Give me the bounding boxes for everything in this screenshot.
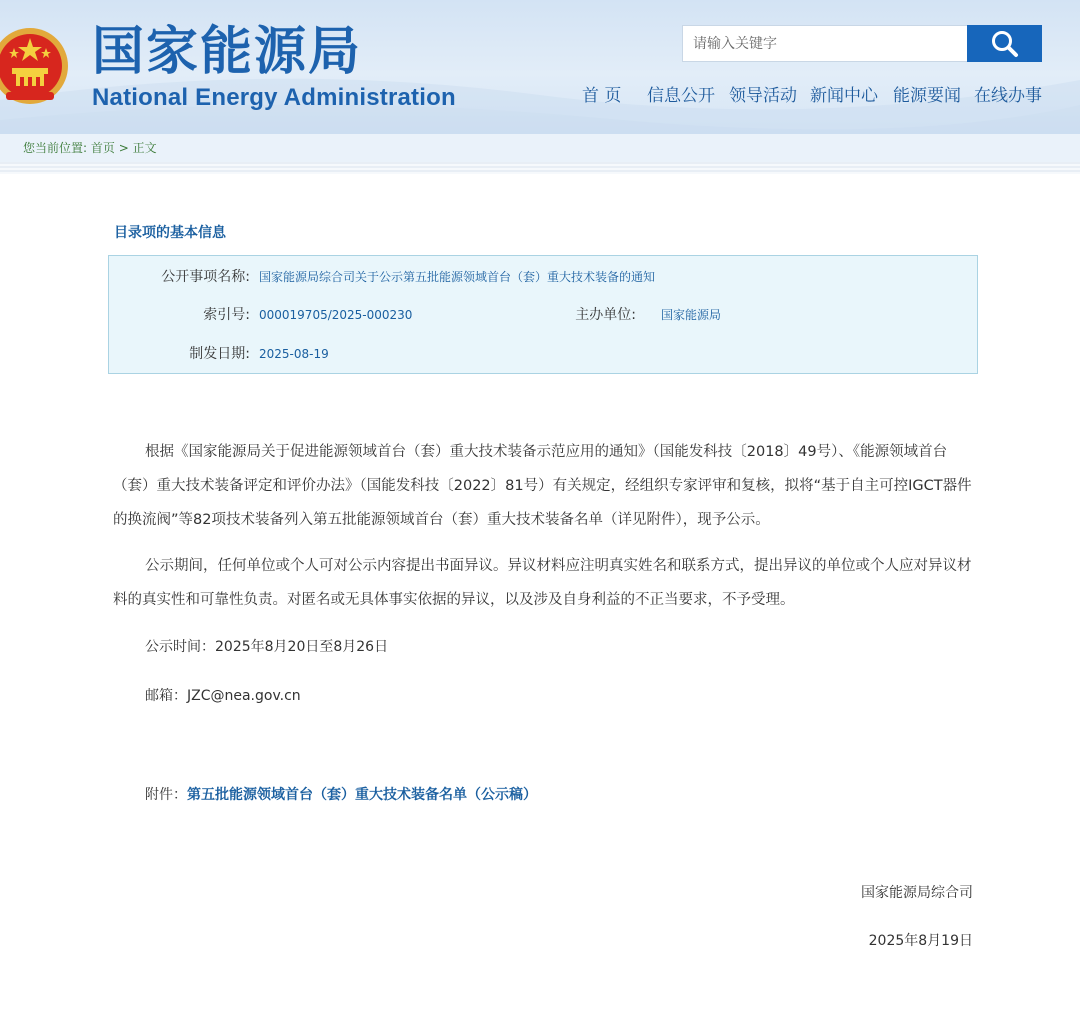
- search-input[interactable]: [682, 25, 967, 62]
- info-date-label: 制发日期:: [189, 346, 250, 362]
- search-icon: [990, 29, 1020, 59]
- logo-english-title[interactable]: National Energy Administration: [92, 84, 456, 111]
- breadcrumb-current[interactable]: 正文: [132, 141, 157, 155]
- breadcrumb-home-link[interactable]: 首页: [90, 141, 115, 155]
- nav-item-info-public[interactable]: 信息公开: [647, 86, 715, 106]
- breadcrumb-separator: >: [118, 141, 129, 155]
- info-date-value: 2025-08-19: [259, 347, 329, 361]
- header-stripe-divider: [0, 162, 1080, 174]
- info-index-label: 索引号:: [203, 307, 250, 323]
- breadcrumb-prefix: 您当前位置:: [23, 141, 88, 155]
- nav-item-online-service[interactable]: 在线办事: [974, 86, 1042, 106]
- attachment-link[interactable]: 第五批能源领域首台（套）重大技术装备名单（公示稿）: [187, 787, 537, 803]
- logo-chinese-title[interactable]: 国家能源局: [92, 22, 363, 82]
- signature-org: 国家能源局综合司: [861, 885, 973, 901]
- info-name-value: 国家能源局综合司关于公示第五批能源领域首台（套）重大技术装备的通知: [259, 270, 656, 284]
- contact-email: 邮箱：JZC@nea.gov.cn: [145, 688, 301, 704]
- info-section-title: 目录项的基本信息: [114, 225, 226, 241]
- national-emblem-icon: [0, 22, 70, 108]
- info-org-value: 国家能源局: [661, 308, 722, 322]
- search-button[interactable]: [967, 25, 1042, 62]
- nav-item-energy-news[interactable]: 能源要闻: [893, 86, 961, 106]
- breadcrumb-bar: [0, 134, 1080, 162]
- site-header: [0, 0, 1080, 134]
- breadcrumb: [23, 140, 157, 156]
- publicity-period: 公示时间：2025年8月20日至8月26日: [145, 639, 389, 655]
- body-paragraph-1: 根据《国家能源局关于促进能源领域首台（套）重大技术装备示范应用的通知》（国能发科技〔2018〕49号）、《能源领域首台（套）重大技术装备评定和评价办法》（国能发科技〔2022〕81号）有关规定，经组织专家评审和复核，拟将“基于自主可控IGCT器件的换流阀”等82项技术装备列入第五批能源领域首台（套）重大技术装备名单（详见附件），现予公示。: [113, 444, 972, 528]
- signature-date: 2025年8月19日: [868, 933, 973, 949]
- nav-item-news-center[interactable]: 新闻中心: [810, 86, 878, 106]
- nav-item-leader-activity[interactable]: 领导活动: [729, 86, 797, 106]
- attachment-label: 附件：: [145, 787, 187, 803]
- info-box: [108, 255, 978, 374]
- attachment-line: [145, 786, 537, 804]
- nav-item-home[interactable]: 首 页: [582, 86, 622, 106]
- info-org-label: 主办单位:: [575, 307, 636, 323]
- info-name-label: 公开事项名称:: [161, 269, 250, 285]
- info-index-value: 000019705/2025-000230: [259, 308, 413, 322]
- body-paragraph-2: 公示期间，任何单位或个人可对公示内容提出书面异议。异议材料应注明真实姓名和联系方式，提出异议的单位或个人应对异议材料的真实性和可靠性负责。对匿名或无具体事实依据的异议，以及涉及自身利益的不正当要求，不予受理。: [113, 558, 972, 608]
